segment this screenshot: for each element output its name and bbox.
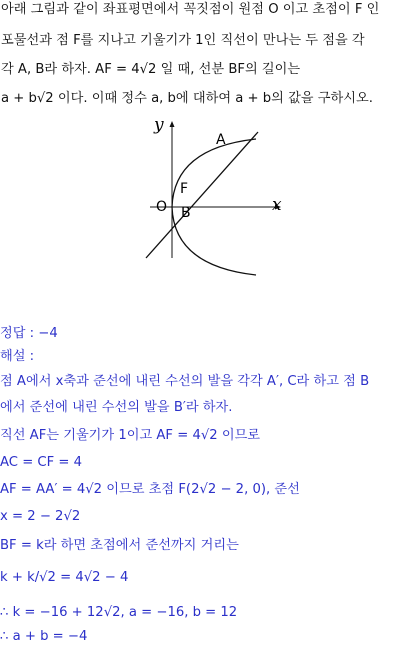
y-axis-label: y bbox=[154, 115, 164, 135]
focus-label: F bbox=[180, 181, 189, 197]
explanation-line-7: BF = k라 하면 초점에서 준선까지 거리는 bbox=[0, 538, 239, 553]
point-a-label: A bbox=[216, 132, 226, 148]
problem-line-1: 아래 그림과 같이 좌표평면에서 꼭짓점이 원점 O 이고 초점이 F 인 bbox=[1, 2, 380, 17]
y-axis-arrow bbox=[170, 121, 175, 127]
explanation-line-1: 점 A에서 x축과 준선에 내린 수선의 발을 각각 A′, C라 하고 점 B bbox=[0, 374, 370, 389]
explanation-line-5: AF = AA′ = 4√2 이므로 초점 F(2√2 − 2, 0), 준선 bbox=[0, 482, 300, 497]
explanation-line-4: AC = CF = 4 bbox=[0, 455, 83, 470]
explanation-line-10: ∴ a + b = −4 bbox=[0, 629, 88, 644]
line-slope-1 bbox=[146, 132, 258, 258]
explanation-line-2: 에서 준선에 내린 수선의 발을 B′라 하자. bbox=[0, 400, 233, 415]
explanation-line-8: k + k/√2 = 4√2 − 4 bbox=[0, 570, 129, 585]
explanation-title: 해설 : bbox=[0, 349, 35, 364]
origin-label: O bbox=[156, 199, 168, 215]
problem-line-2: 포물선과 점 F를 지나고 기울기가 1인 직선이 만나는 두 점을 각 bbox=[1, 33, 365, 48]
problem-line-3: 각 A, B라 하자. AF = 4√2 일 때, 선분 BF의 길이는 bbox=[1, 62, 301, 77]
problem-line-4: a + b√2 이다. 이때 정수 a, b에 대하여 a + b의 값을 구하시오. bbox=[1, 91, 373, 106]
x-axis-label: x bbox=[272, 195, 282, 215]
point-b-label: B bbox=[181, 205, 191, 221]
explanation-line-3: 직선 AF는 기울기가 1이고 AF = 4√2 이므로 bbox=[0, 428, 261, 443]
answer-line: 정답 : −4 bbox=[0, 326, 58, 341]
explanation-line-6: x = 2 − 2√2 bbox=[0, 509, 81, 524]
explanation-line-9: ∴ k = −16 + 12√2, a = −16, b = 12 bbox=[0, 605, 238, 620]
parabola-figure bbox=[0, 0, 400, 300]
